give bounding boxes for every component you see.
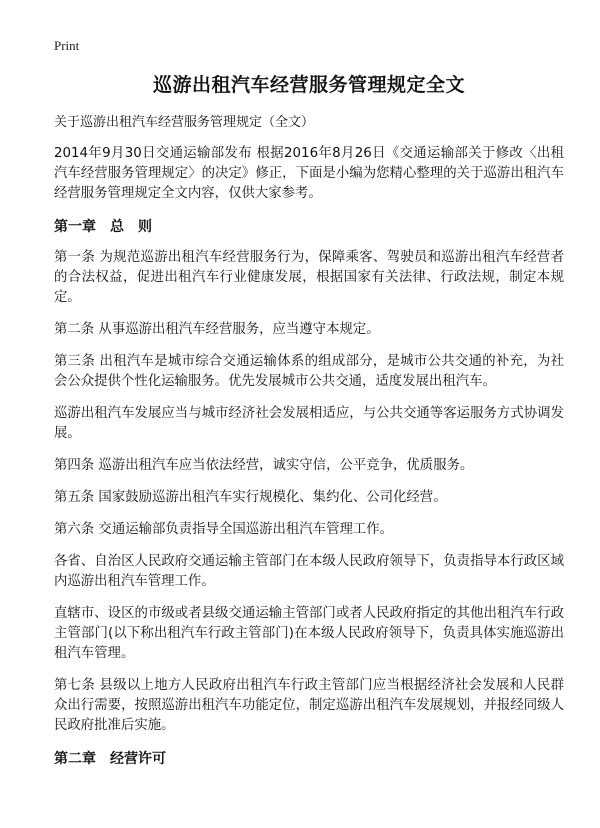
article-3-paragraph-2: 巡游出租汽车发展应当与城市经济社会发展相适应，与公共交通等客运服务方式协调发展。 xyxy=(54,406,564,441)
article-3: 第三条 出租汽车是城市综合交通运输体系的组成部分，是城市公共交通的补充，为社会公众提供个性化运输服务。优先发展城市公共交通，适度发展出租汽车。 xyxy=(54,354,564,389)
article-4: 第四条 巡游出租汽车应当依法经营，诚实守信，公平竞争，优质服务。 xyxy=(54,458,474,473)
article-5: 第五条 国家鼓励巡游出租汽车实行规模化、集约化、公司化经营。 xyxy=(54,490,447,505)
article-6: 第六条 交通运输部负责指导全国巡游出租汽车管理工作。 xyxy=(54,522,394,537)
intro-paragraph: 2014年9月30日交通运输部发布 根据2016年8月26日《交通运输部关于修改〈出租汽车经营服务管理规定〉的决定》修正，下面是小编为您精心整理的关于巡游出租汽车经营服务管理规定全文内容，仅供大家参考。 xyxy=(54,146,564,201)
article-6-paragraph-3: 直辖市、设区的市级或者县级交通运输主管部门或者人民政府指定的其他出租汽车行政主管部门(以下称出租汽车行政主管部门)在本级人民政府领导下，负责具体实施巡游出租汽车管理。 xyxy=(54,606,564,661)
article-2: 第二条 从事巡游出租汽车经营服务，应当遵守本规定。 xyxy=(54,322,380,337)
article-1: 第一条 为规范巡游出租汽车经营服务行为，保障乘客、驾驶员和巡游出租汽车经营者的合法权益，促进出租汽车行业健康发展，根据国家有关法律、行政法规，制定本规定。 xyxy=(54,250,564,305)
chapter-1-heading: 第一章 总 则 xyxy=(54,219,152,235)
document-page xyxy=(54,38,564,780)
page-subtitle: 关于巡游出租汽车经营服务管理规定（全文） xyxy=(54,115,315,130)
page-title: 巡游出租汽车经营服务管理规定全文 xyxy=(152,74,465,96)
article-6-paragraph-2: 各省、自治区人民政府交通运输主管部门在本级人民政府领导下，负责指导本行政区域内巡游出租汽车管理工作。 xyxy=(54,554,564,589)
print-link[interactable]: Print xyxy=(54,38,80,53)
article-7: 第七条 县级以上地方人民政府出租汽车行政主管部门应当根据经济社会发展和人民群众出行需要，按照巡游出租汽车功能定位，制定巡游出租汽车发展规划，并报经同级人民政府批准后实施。 xyxy=(54,678,564,733)
chapter-2-heading: 第二章 经营许可 xyxy=(54,751,166,767)
